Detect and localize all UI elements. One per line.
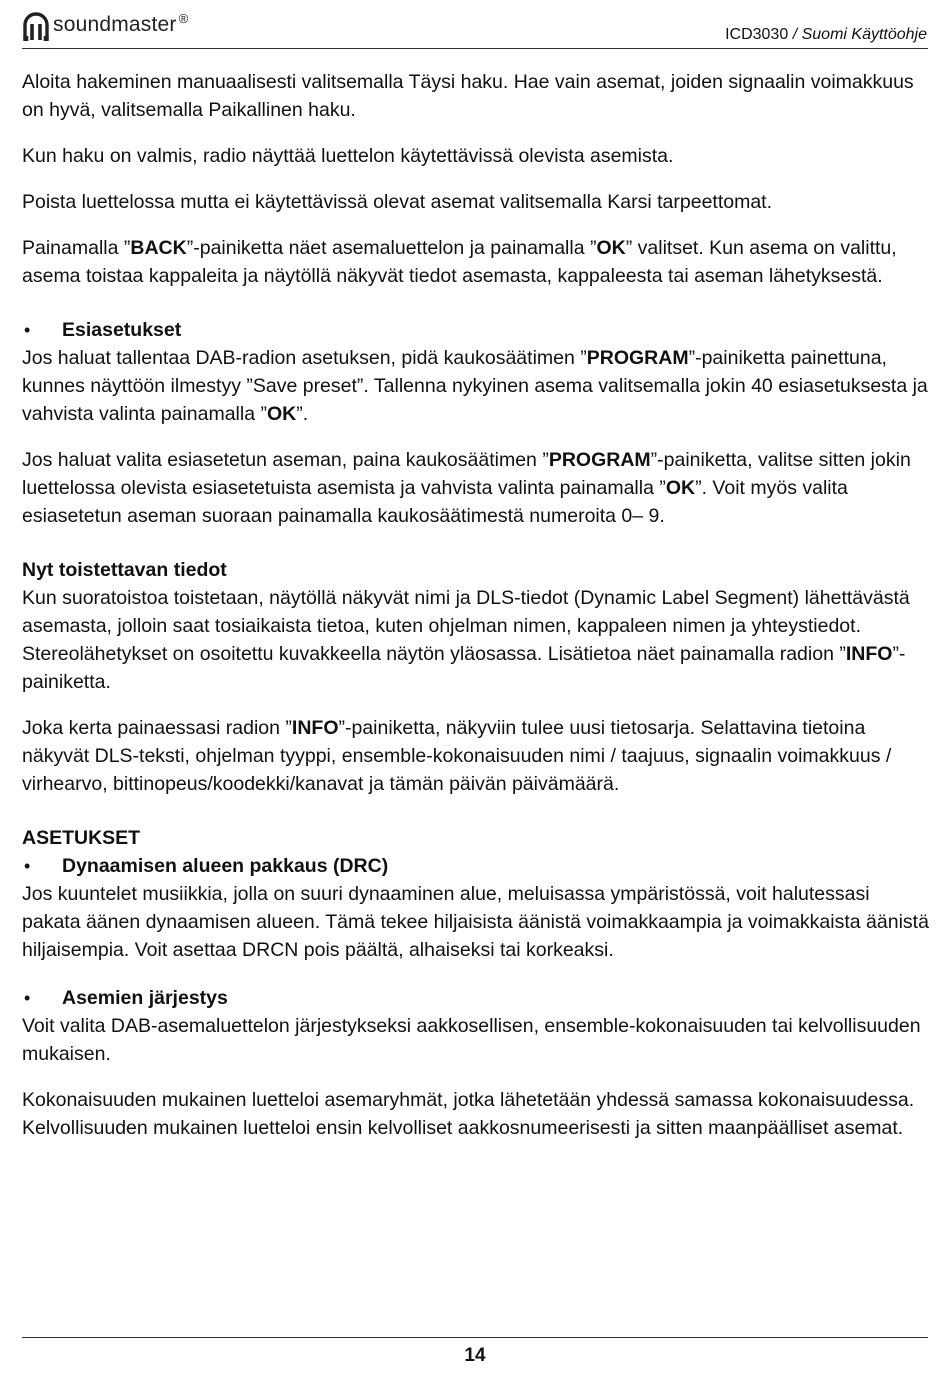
key-ok: OK <box>266 403 297 425</box>
page-header <box>0 0 950 50</box>
text-run: ”-painiketta, näkyviin tulee uusi tietosarja. Selattavina tietoina näkyvät DLS-teksti, ohjelman tyyppi, ensemble-kokonaisuuden nimi / taajuus, signaalin voimakkuus / virhearvo, bittinopeus/koodekki/kanavat ja tämän päivän päivämäärä. <box>22 717 892 795</box>
key-ok: OK <box>665 477 696 499</box>
bullet-icon: • <box>24 988 31 1008</box>
key-info: INFO <box>845 643 893 665</box>
text-run: ” valitset. Kun asema on valittu, asema toistaa kappaleita ja näytöllä näkyvät tiedot asemasta, kappaleesta tai aseman lähetyksestä. <box>22 237 897 287</box>
key-back: BACK <box>130 237 187 259</box>
paragraph-now-playing <box>22 584 930 696</box>
paragraph-scan-complete: Kun haku on valmis, radio näyttää luettelon käytettävissä olevista asemista. <box>22 145 674 167</box>
section-presets-heading <box>22 316 930 344</box>
text-run: ”. Voit myös valita esiasetetun aseman suoraan painamalla kaukosäätimestä numeroita 0– 9. <box>22 477 848 527</box>
footer-divider <box>22 1337 928 1338</box>
text-run: ”-painiketta näet asemaluettelon ja painamalla ” <box>186 237 597 259</box>
bullet-icon: • <box>24 856 31 876</box>
key-program: PROGRAM <box>548 449 651 471</box>
document-id <box>725 26 927 44</box>
text-run: ”-painiketta painettuna, kunnes näyttöön ilmestyy ”Save preset”. Tallenna nykyinen asema valitsemalla jokin 40 esiasetuksesta ja vahvista valinta painamalla ” <box>22 347 928 425</box>
paragraph-back-ok <box>22 234 930 290</box>
text-run: ”-painiketta. <box>22 643 906 693</box>
page-number: 14 <box>464 1345 486 1366</box>
paragraph-drc: Jos kuuntelet musiikkia, jolla on suuri dynaaminen alue, meluisassa ympäristössä, voit halutessasi pakata äänen dynaamisen alueen. Tämä tekee hiljaisista äänistä voimakkaampia ja voimakkaista äänistä hiljaisempia. Voit asettaa DRCN pois päältä, alhaiseksi tai korkeaksi. <box>22 883 929 961</box>
section-settings-heading: ASETUKSET <box>22 827 141 849</box>
text-run: Kun suoratoistoa toistetaan, näytöllä näkyvät nimi ja DLS-tiedot (Dynamic Label Segment) lähettävästä asemasta, jolloin saat tosiaikaista tietoa, kuten ohjelman nimen, kappaleen nimen ja yhteystiedot. Stereolähetykset on osoitettu kuvakkeella näytön yläosassa. Lisätietoa näet painamalla radion ” <box>22 587 910 665</box>
section-title: Dynaamisen alueen pakkaus (DRC) <box>62 855 389 877</box>
paragraph-manual-scan: Aloita hakeminen manuaalisesti valitsemalla Täysi haku. Hae vain asemat, joiden signaalin voimakkuus on hyvä, valitsemalla Paikallinen haku. <box>22 71 914 121</box>
paragraph-info-cycle <box>22 714 930 798</box>
text-run: Jos haluat tallentaa DAB-radion asetuksen, pidä kaukosäätimen ” <box>22 347 587 369</box>
brand-logo <box>22 10 188 44</box>
soundmaster-logo-icon <box>22 11 50 43</box>
paragraph-station-order-detail: Kokonaisuuden mukainen luetteloi asemaryhmät, jotka lähetetään yhdessä samassa kokonaisuudessa. Kelvollisuuden mukainen luetteloi ensin kelvolliset aakkosnumeerisesti ja sitten maanpäälliset asemat. <box>22 1089 915 1139</box>
model-number: ICD3030 <box>725 26 789 43</box>
section-title: Esiasetukset <box>62 319 182 341</box>
registered-mark: ® <box>178 10 189 26</box>
section-title: Asemien järjestys <box>62 987 228 1009</box>
paragraph-save-preset <box>22 344 930 428</box>
text-run: Jos haluat valita esiasetetun aseman, paina kaukosäätimen ” <box>22 449 549 471</box>
text-run: ”-painiketta, valitse sitten jokin luettelossa olevista esiasetetuista asemista ja vahvista valinta painamalla ” <box>22 449 911 499</box>
text-run: Painamalla ” <box>22 237 131 259</box>
paragraph-prune: Poista luettelossa mutta ei käytettävissä olevat asemat valitsemalla Karsi tarpeettomat. <box>22 191 773 213</box>
section-now-playing-heading: Nyt toistettavan tiedot <box>22 559 227 581</box>
section-drc-heading <box>22 852 930 880</box>
paragraph-recall-preset <box>22 446 930 530</box>
key-ok: OK <box>596 237 626 259</box>
text-run: ”. <box>296 403 309 425</box>
section-station-order-heading <box>22 984 930 1012</box>
logo-text: soundmaster <box>53 13 177 36</box>
header-separator: / <box>792 26 798 43</box>
manual-language: Suomi Käyttöohje <box>801 26 927 43</box>
bullet-icon: • <box>24 320 31 340</box>
key-info: INFO <box>291 717 339 739</box>
paragraph-station-order: Voit valita DAB-asemaluettelon järjestykseksi aakkosellisen, ensemble-kokonaisuuden tai kelvollisuuden mukaisen. <box>22 1015 921 1065</box>
page-content <box>22 68 930 1160</box>
key-program: PROGRAM <box>586 347 689 369</box>
text-run: Joka kerta painaessasi radion ” <box>22 717 292 739</box>
header-divider <box>22 48 928 49</box>
